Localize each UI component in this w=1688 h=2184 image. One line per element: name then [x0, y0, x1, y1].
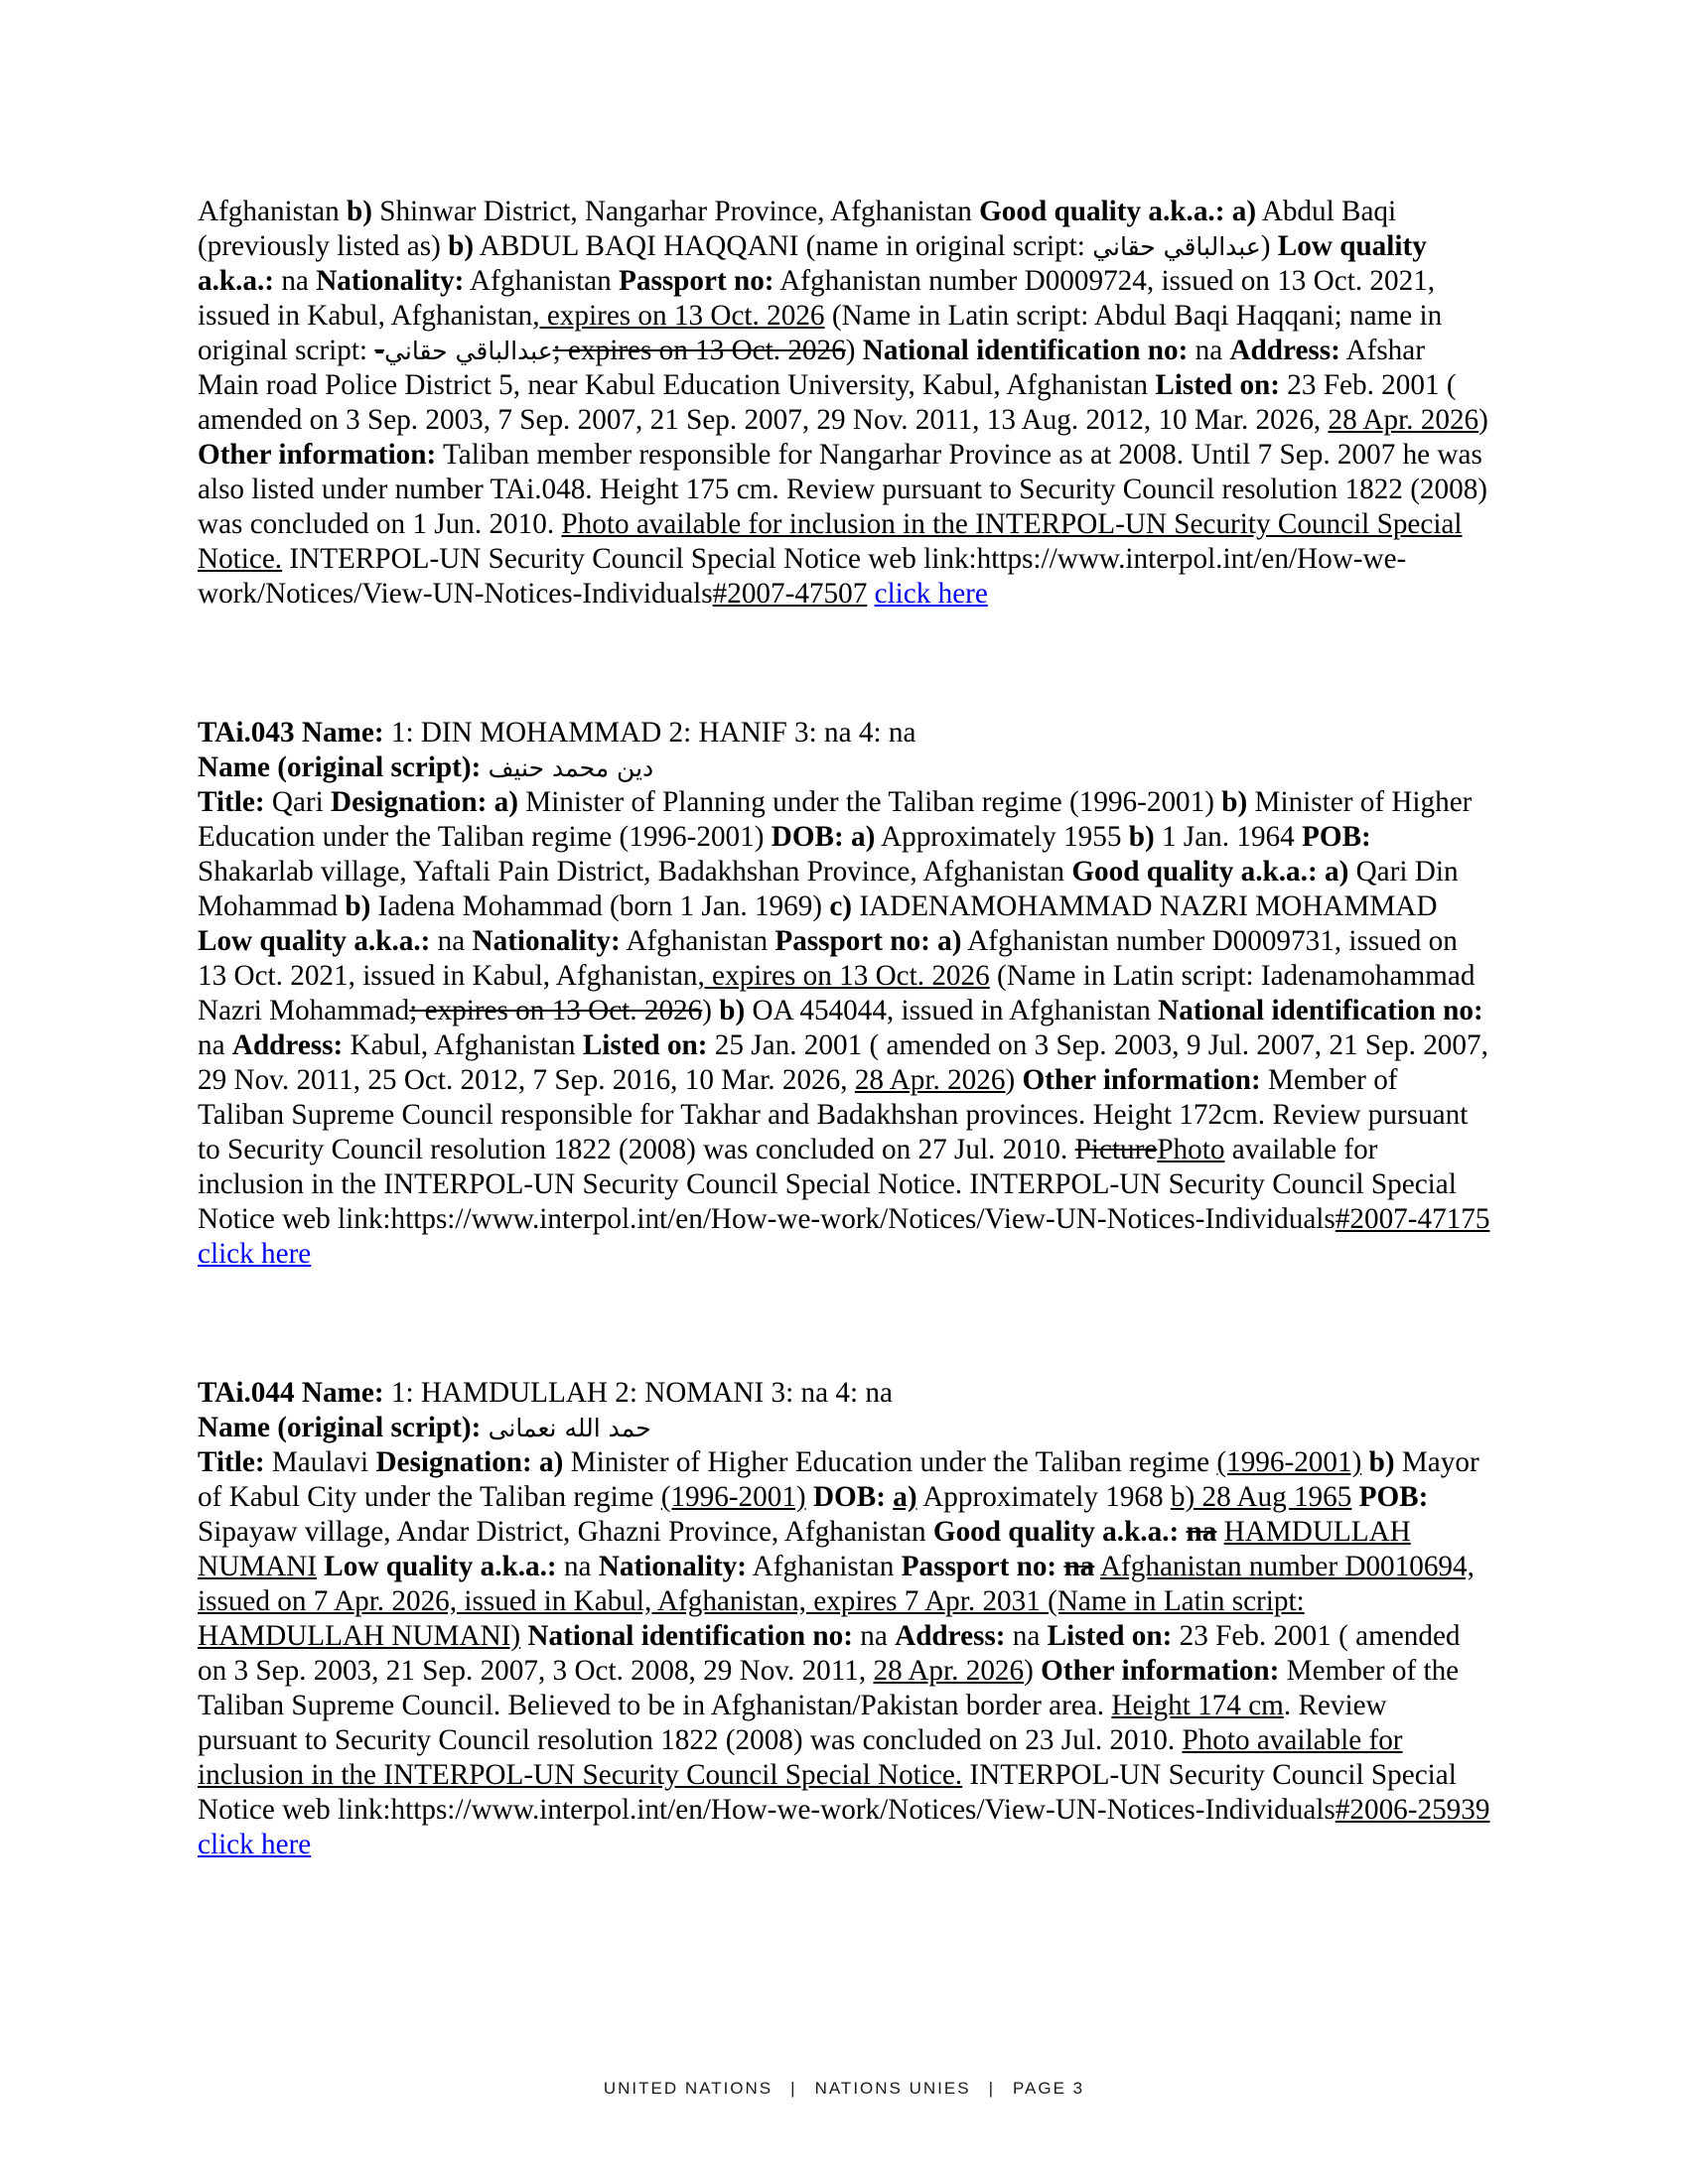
text: na [430, 925, 473, 957]
entry-name: 1: HAMDULLAH 2: NOMANI 3: na 4: na [383, 1377, 893, 1409]
field-label-national-id: National identification no: [527, 1620, 853, 1652]
text: (Name in Latin script: Iadenamohammad Nazri Mohammad [198, 960, 1476, 1026]
original-script-name: حمد الله نعمانى [488, 1414, 651, 1442]
text [1361, 1446, 1368, 1478]
text [1179, 1516, 1186, 1548]
inserted-text: b) 28 Aug 1965 [1170, 1481, 1352, 1513]
entry-name-line [198, 1376, 1490, 1411]
deleted-text: - [374, 335, 385, 366]
text: 25 Jan. 2001 ( amended on 3 Sep. 2003, 9 Jul. 2007, 21 Sep. 2007, 29 Nov. 2011, 25 Oct. 2012, 7 Sep. 2016, 10 Mar. 2026, [198, 1029, 1488, 1096]
inserted-text: #2006-25939 [1335, 1794, 1490, 1826]
field-label: c) [829, 890, 853, 922]
inserted-text: 28 Apr. 2026 [1328, 404, 1479, 436]
field-label: a) [1324, 856, 1349, 887]
entry-name-line [198, 716, 1490, 751]
text: ) [702, 995, 720, 1026]
text: Iadena Mohammad (born 1 Jan. 1969) [370, 890, 830, 922]
field-label: b) [345, 890, 371, 922]
entry-original-script-line [198, 1411, 1490, 1445]
text: ) [845, 335, 863, 366]
text: Minister of Higher Education under the Taliban regime (1996-2001) [198, 786, 1473, 853]
document-page [198, 195, 1490, 1862]
text: Qari Din Mohammad [198, 856, 1459, 922]
entry-body [198, 1445, 1490, 1862]
field-label-title: Title: [198, 786, 265, 818]
inserted-text: Height 174 cm [1111, 1690, 1284, 1721]
field-label-name: Name: [301, 717, 384, 749]
footer-separator: | [790, 2079, 797, 2098]
entry-tai-042-continued [198, 195, 1490, 612]
deleted-text: na [1063, 1551, 1095, 1582]
text: Minister of Planning under the Taliban regime (1996-2001) [517, 786, 1222, 818]
inserted-text: Afghanistan number D0010694, issued on 7 Apr. 2026, issued in Kabul, Afghanistan, expires 7 Apr. 2031 (Name in Latin script: HAMDULLAH NUMANI) [198, 1551, 1475, 1652]
text: Taliban member responsible for Nangarhar Province as at 2008. Until 7 Sep. 2007 he was also listed under number TAi.048. Height 175 cm. Review pursuant to Security Council resolution 1822 (2008) was concluded on 1 Jun. 2010. [198, 439, 1488, 540]
inserted-text: 28 Apr. 2026 [854, 1064, 1006, 1096]
field-label-original-script: Name (original script): [198, 751, 482, 783]
inserted-text: (1996-2001) [660, 1481, 806, 1513]
text: INTERPOL-UN Security Council Special Notice web link:https://www.interpol.int/en/How-we-work/Notices/View-UN-Notices-Individuals [198, 543, 1407, 610]
text: Approximately 1968 [916, 1481, 1171, 1513]
text: Abdul Baqi (previously listed as) [198, 196, 1397, 262]
entry-tai-043 [198, 716, 1490, 1272]
text: Afghanistan number D0009724, issued on 13 Oct. 2021, issued in Kabul, Afghanistan [198, 265, 1436, 332]
field-label-national-id: National identification no: [1158, 995, 1483, 1026]
deleted-text: ; expires on 13 Oct. 2026 [409, 995, 703, 1026]
field-label-other-information: Other information: [1022, 1064, 1261, 1096]
inserted-text: Photo available for inclusion in the INTERPOL-UN Security Council Special Notice. [198, 1724, 1403, 1791]
text: na [1005, 1620, 1048, 1652]
click-here-link[interactable]: click here [198, 1238, 312, 1270]
field-label-dob: DOB: [771, 821, 844, 853]
text: Afghanistan [620, 925, 775, 957]
deleted-text: ; expires on 13 Oct. 2026 [552, 335, 846, 366]
field-label-listed-on: Listed on: [1155, 369, 1280, 401]
entry-body [198, 195, 1490, 612]
field-label: a) [937, 925, 962, 957]
field-label-other-information: Other information: [198, 439, 437, 471]
text: Afghanistan [747, 1551, 902, 1582]
field-label: b) [1221, 786, 1248, 818]
text: ) [1005, 1064, 1023, 1096]
field-label-good-quality-aka: Good quality a.k.a.: [979, 196, 1225, 227]
inserted-text: #2007-47175 [1335, 1203, 1490, 1235]
inserted-text: , expires on 13 Oct. 2026 [697, 960, 990, 992]
field-label-address: Address: [231, 1029, 344, 1061]
text: Minister of Higher Education under the Taliban regime [563, 1446, 1217, 1478]
field-label: a) [1231, 196, 1257, 227]
field-label: b) [1128, 821, 1155, 853]
text: Afghanistan [198, 196, 347, 227]
field-label-listed-on: Listed on: [582, 1029, 708, 1061]
entry-name: 1: DIN MOHAMMAD 2: HANIF 3: na 4: na [383, 717, 916, 749]
text: INTERPOL-UN Security Council Special Notice web link:https://www.interpol.int/en/How-we-work/Notices/View-UN-Notices-Individuals [198, 1759, 1457, 1826]
field-label-designation: Designation: [375, 1446, 532, 1478]
original-script-name: دين محمد حنيف [488, 753, 654, 782]
text: ) [1478, 404, 1488, 436]
text: na [556, 1551, 599, 1582]
inserted-text: (1996-2001) [1216, 1446, 1362, 1478]
field-label: a) [539, 1446, 564, 1478]
text: OA 454044, issued in Afghanistan [745, 995, 1159, 1026]
text: ) [1024, 1655, 1042, 1687]
field-label: b) [1368, 1446, 1395, 1478]
field-label: b) [346, 196, 372, 227]
inserted-text: HAMDULLAH NUMANI [198, 1516, 1411, 1582]
field-label: a) [851, 821, 876, 853]
text [1351, 1481, 1358, 1513]
field-label-low-quality-aka: Low quality a.k.a.: [198, 925, 431, 957]
field-label-nationality: Nationality: [316, 265, 465, 297]
field-label-address: Address: [895, 1620, 1006, 1652]
field-label-low-quality-aka: Low quality a.k.a.: [198, 230, 1427, 297]
inserted-text: a) [893, 1481, 917, 1513]
field-label-nationality: Nationality: [472, 925, 621, 957]
footer-org-french: NATIONS UNIES [814, 2079, 971, 2098]
field-label-low-quality-aka: Low quality a.k.a.: [324, 1551, 557, 1582]
text: ABDUL BAQI HAQQANI (name in original script: [474, 230, 1093, 262]
text: na [1188, 335, 1230, 366]
inserted-text: Photo available for inclusion in the INTERPOL-UN Security Council Special Notice. [198, 508, 1463, 575]
text: 23 Feb. 2001 ( amended on 3 Sep. 2003, 21 Sep. 2007, 3 Oct. 2008, 29 Nov. 2011, [198, 1620, 1461, 1687]
field-label: b) [448, 230, 475, 262]
field-label-passport: Passport no: [774, 925, 930, 957]
entry-body [198, 785, 1490, 1272]
field-label-good-quality-aka: Good quality a.k.a.: [1071, 856, 1318, 887]
field-label-national-id: National identification no: [862, 335, 1189, 366]
original-script-name: عبدالباقي حقاني [1092, 232, 1261, 261]
text: na [198, 1029, 232, 1061]
text: Mayor of Kabul City under the Taliban regime [198, 1446, 1479, 1513]
field-label-good-quality-aka: Good quality a.k.a.: [932, 1516, 1180, 1548]
page-footer [0, 2079, 1688, 2099]
field-label-pob: POB: [1302, 821, 1371, 853]
field-label: a) [493, 786, 518, 818]
text [806, 1481, 813, 1513]
click-here-link[interactable]: click here [874, 578, 988, 610]
text: Shakarlab village, Yaftali Pain District, Badakhshan Province, Afghanistan [198, 856, 1072, 887]
text: na [852, 1620, 896, 1652]
text: 23 Feb. 2001 ( amended on 3 Sep. 2003, 7 Sep. 2007, 21 Sep. 2007, 29 Nov. 2011, 13 Aug. 2012, 10 Mar. 2026, [198, 369, 1457, 436]
original-script-name: عبدالباقي حقاني [384, 337, 553, 365]
field-label-original-script: Name (original script): [198, 1412, 482, 1443]
field-label-title: Title: [198, 1446, 265, 1478]
text: Afghanistan [464, 265, 620, 297]
text: Afshar Main road Police District 5, near Kabul Education University, Kabul, Afghanistan [198, 335, 1425, 401]
entry-id: TAi.044 [198, 1377, 295, 1409]
text: ) [1260, 230, 1278, 262]
text: Maulavi [264, 1446, 376, 1478]
text: available for inclusion in the INTERPOL-UN Security Council Special Notice. INTERPOL-UN Security Council Special Notice web link:https://www.interpol.int/en/How-we-work/Notices/View-UN-Notices-Individuals [198, 1134, 1457, 1235]
field-label-pob: POB: [1358, 1481, 1429, 1513]
text: IADENAMOHAMMAD NAZRI MOHAMMAD [852, 890, 1438, 922]
deleted-text: na [1186, 1516, 1217, 1548]
text [1216, 1516, 1223, 1548]
inserted-text: 28 Apr. 2026 [873, 1655, 1025, 1687]
field-label: b) [719, 995, 746, 1026]
inserted-text: , expires on 13 Oct. 2026 [532, 300, 825, 332]
text: Approximately 1955 [875, 821, 1129, 853]
inserted-text: #2007-47507 [712, 578, 868, 610]
text: Kabul, Afghanistan [343, 1029, 583, 1061]
text: Member of Taliban Supreme Council responsible for Takhar and Badakhshan provinces. Height 172cm. Review pursuant to Security Council resolution 1822 (2008) was concluded on 27 Jul. 2010. [198, 1064, 1469, 1165]
text: . Review pursuant to Security Council resolution 1822 (2008) was concluded on 23 Jul. 2010. [198, 1690, 1387, 1756]
page-number: PAGE 3 [1012, 2079, 1085, 2098]
field-label-passport: Passport no: [619, 265, 774, 297]
text: Qari [264, 786, 332, 818]
text: 1 Jan. 1964 [1154, 821, 1303, 853]
deleted-text: Picture [1074, 1134, 1158, 1165]
text: na [274, 265, 317, 297]
field-label-dob: DOB: [812, 1481, 886, 1513]
text: Afghanistan number D0009731, issued on 13 Oct. 2021, issued in Kabul, Afghanistan [198, 925, 1458, 992]
field-label-other-information: Other information: [1041, 1655, 1280, 1687]
text: Member of the Taliban Supreme Council. Believed to be in Afghanistan/Pakistan border area. [198, 1655, 1460, 1721]
field-label-name: Name: [301, 1377, 384, 1409]
field-label-passport: Passport no: [901, 1551, 1057, 1582]
entry-tai-044 [198, 1376, 1490, 1862]
field-label-listed-on: Listed on: [1047, 1620, 1173, 1652]
text: (Name in Latin script: Abdul Baqi Haqqani; name in original script: [198, 300, 1443, 366]
click-here-link[interactable]: click here [198, 1829, 312, 1860]
text [867, 578, 874, 610]
text: Shinwar District, Nangarhar Province, Afghanistan [371, 196, 980, 227]
entry-id: TAi.043 [198, 717, 295, 749]
entry-original-script-line [198, 751, 1490, 785]
footer-org-english: UNITED NATIONS [603, 2079, 774, 2098]
footer-separator: | [988, 2079, 995, 2098]
field-label-address: Address: [1229, 335, 1340, 366]
field-label-designation: Designation: [331, 786, 488, 818]
text: Sipayaw village, Andar District, Ghazni Province, Afghanistan [198, 1516, 933, 1548]
inserted-text: Photo [1157, 1134, 1225, 1165]
field-label-nationality: Nationality: [598, 1551, 747, 1582]
